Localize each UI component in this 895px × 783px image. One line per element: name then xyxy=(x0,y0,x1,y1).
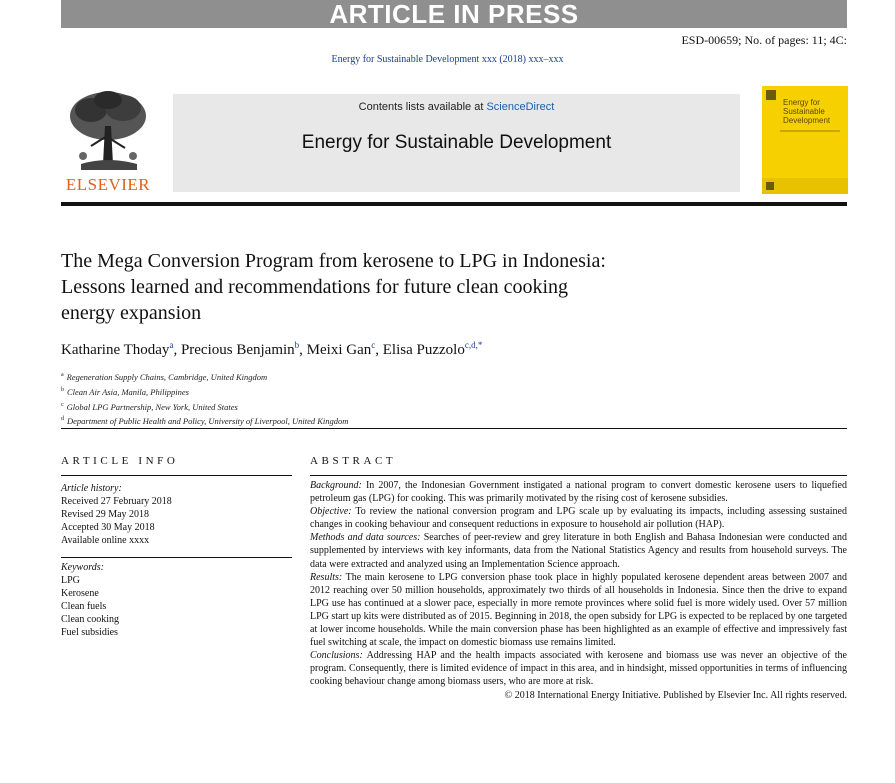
history-item: Accepted 30 May 2018 xyxy=(61,522,155,533)
keyword-item: Fuel subsidies xyxy=(61,627,118,638)
banner-text: ARTICLE IN PRESS xyxy=(329,0,579,29)
history-rule xyxy=(61,557,292,558)
article-info-rule xyxy=(61,475,292,476)
affiliation-item: $^a$ Regeneration Supply Chains, Cambridge, United Kingdom xyxy=(61,371,268,382)
abstract-methods: Methods and data sources: Searches of peer-review and grey literature in both English and Bahasa Indonesian were conducted and supplemented by interviews with key informants, data from the National Statistics Agency and results from household surveys. The data were extracted and analyzed using an Implementation Science approach. xyxy=(310,532,847,570)
cover-title: Energy for Sustainable Development xyxy=(783,98,831,125)
history-item: Available online xxxx xyxy=(61,535,150,546)
keyword-item: Clean fuels xyxy=(61,601,107,612)
publisher-name: ELSEVIER xyxy=(65,175,151,194)
abstract-objective: Objective: To review the national conversion program and LPG scale up by evaluating its impacts, including assessing sustained changes in cooking behaviour and consequent reductions in exposure to household air pollution (HAP). xyxy=(310,506,847,531)
author-name[interactable]: Elisa Puzzolo xyxy=(382,342,465,358)
author-name[interactable]: Katharine Thoday xyxy=(61,342,170,358)
affiliation-list xyxy=(61,369,348,428)
abstract-rule xyxy=(310,475,847,476)
section-rule xyxy=(61,428,847,429)
affiliation-mark[interactable]: c,d,* xyxy=(464,340,483,350)
contents-prefix: Contents lists available at xyxy=(358,101,487,113)
history-item: Received 27 February 2018 xyxy=(61,496,172,507)
manuscript-ref: ESD-00659; No. of pages: 11; 4C: xyxy=(681,33,847,47)
affiliation-item: $^d$ Department of Public Health and Policy, University of Liverpool, United Kingdom xyxy=(61,416,349,427)
keyword-item: Kerosene xyxy=(61,588,99,599)
article-in-press-banner xyxy=(61,0,847,28)
history-label: Article history: xyxy=(61,483,122,494)
header-rule xyxy=(61,202,847,206)
keyword-item: Clean cooking xyxy=(61,614,120,625)
abstract-results: Results: The main kerosene to LPG conversion phase took place in highly populated kerosene dependent areas between 2007 and 2012 reaching over 50 million households, approximately two thirds of all households in Indonesia. Since then the drive to expand LPG use has continued at a slower pace, especially in more remote provinces where solid fuel is more widely used. Over 57 million LPG start up kits were distributed as of 2015. Beginning in 2018, the open subsidy for LPG is expected to be replaced by one targeted at lower income households. While the main conversion phase has been highlighted as an example of effective and impressively fast fuel switching at scale, the impact on domestic biomass use remains limited. xyxy=(310,571,847,649)
affiliation-mark[interactable]: a xyxy=(169,340,174,350)
author-name[interactable]: Precious Benjamin xyxy=(180,342,295,358)
affiliation-item: $^c$ Global LPG Partnership, New York, United States xyxy=(61,401,238,412)
journal-citation-link[interactable]: Energy for Sustainable Development xxx (2018) xxx–xxx xyxy=(331,54,564,65)
sciencedirect-link[interactable]: ScienceDirect xyxy=(486,101,555,113)
journal-title: Energy for Sustainable Development xyxy=(301,132,612,153)
article-info-heading: ARTICLE INFO xyxy=(61,455,179,467)
affiliation-mark[interactable]: b xyxy=(294,340,300,350)
keyword-item: LPG xyxy=(61,575,80,586)
journal-header-box xyxy=(173,94,740,192)
journal-cover-image[interactable] xyxy=(762,86,848,194)
article-history xyxy=(61,482,172,547)
abstract-background: Background: In 2007, the Indonesian Government instigated a national program to convert domestic kerosene users to liquefied petroleum gas (LPG) for cooking. This was primarily motivated by the rising cost of kerosene subsidies. xyxy=(310,480,847,505)
abstract-body xyxy=(310,479,847,702)
abstract-conclusions: Conclusions: Addressing HAP and the health impacts associated with kerosene and biomass use was never an objective of the program. Consequently, there is limited evidence of impact in this area, and in hindsight, missed opportunities in terms of influencing cooking behaviour change among biomass users, who are more at risk. xyxy=(310,650,847,688)
keywords-label: Keywords: xyxy=(61,562,104,573)
copyright-notice: © 2018 International Energy Initiative. Published by Elsevier Inc. All rights reserved. xyxy=(504,689,847,701)
contents-line xyxy=(173,101,740,113)
author-name[interactable]: Meixi Gan xyxy=(306,342,372,358)
affiliation-item: $^b$ Clean Air Asia, Manila, Philippines xyxy=(61,386,189,397)
author-list: Katharine Thoday$^a$, Precious Benjamin$^b$, Meixi Gan$^c$, Elisa Puzzolo$^{c,d,*}$ xyxy=(61,340,483,358)
affiliation-mark[interactable]: c xyxy=(371,340,376,350)
article-title: The Mega Conversion Program from kerosene to LPG in Indonesia: Lessons learned and recommendations for future clean cooking energy expansion xyxy=(61,250,606,324)
journal-masthead xyxy=(61,86,847,204)
history-item: Revised 29 May 2018 xyxy=(61,509,150,520)
abstract-heading: ABSTRACT xyxy=(310,455,397,467)
keywords xyxy=(61,561,119,639)
elsevier-tree-logo xyxy=(61,86,155,196)
tree-icon xyxy=(61,86,155,174)
